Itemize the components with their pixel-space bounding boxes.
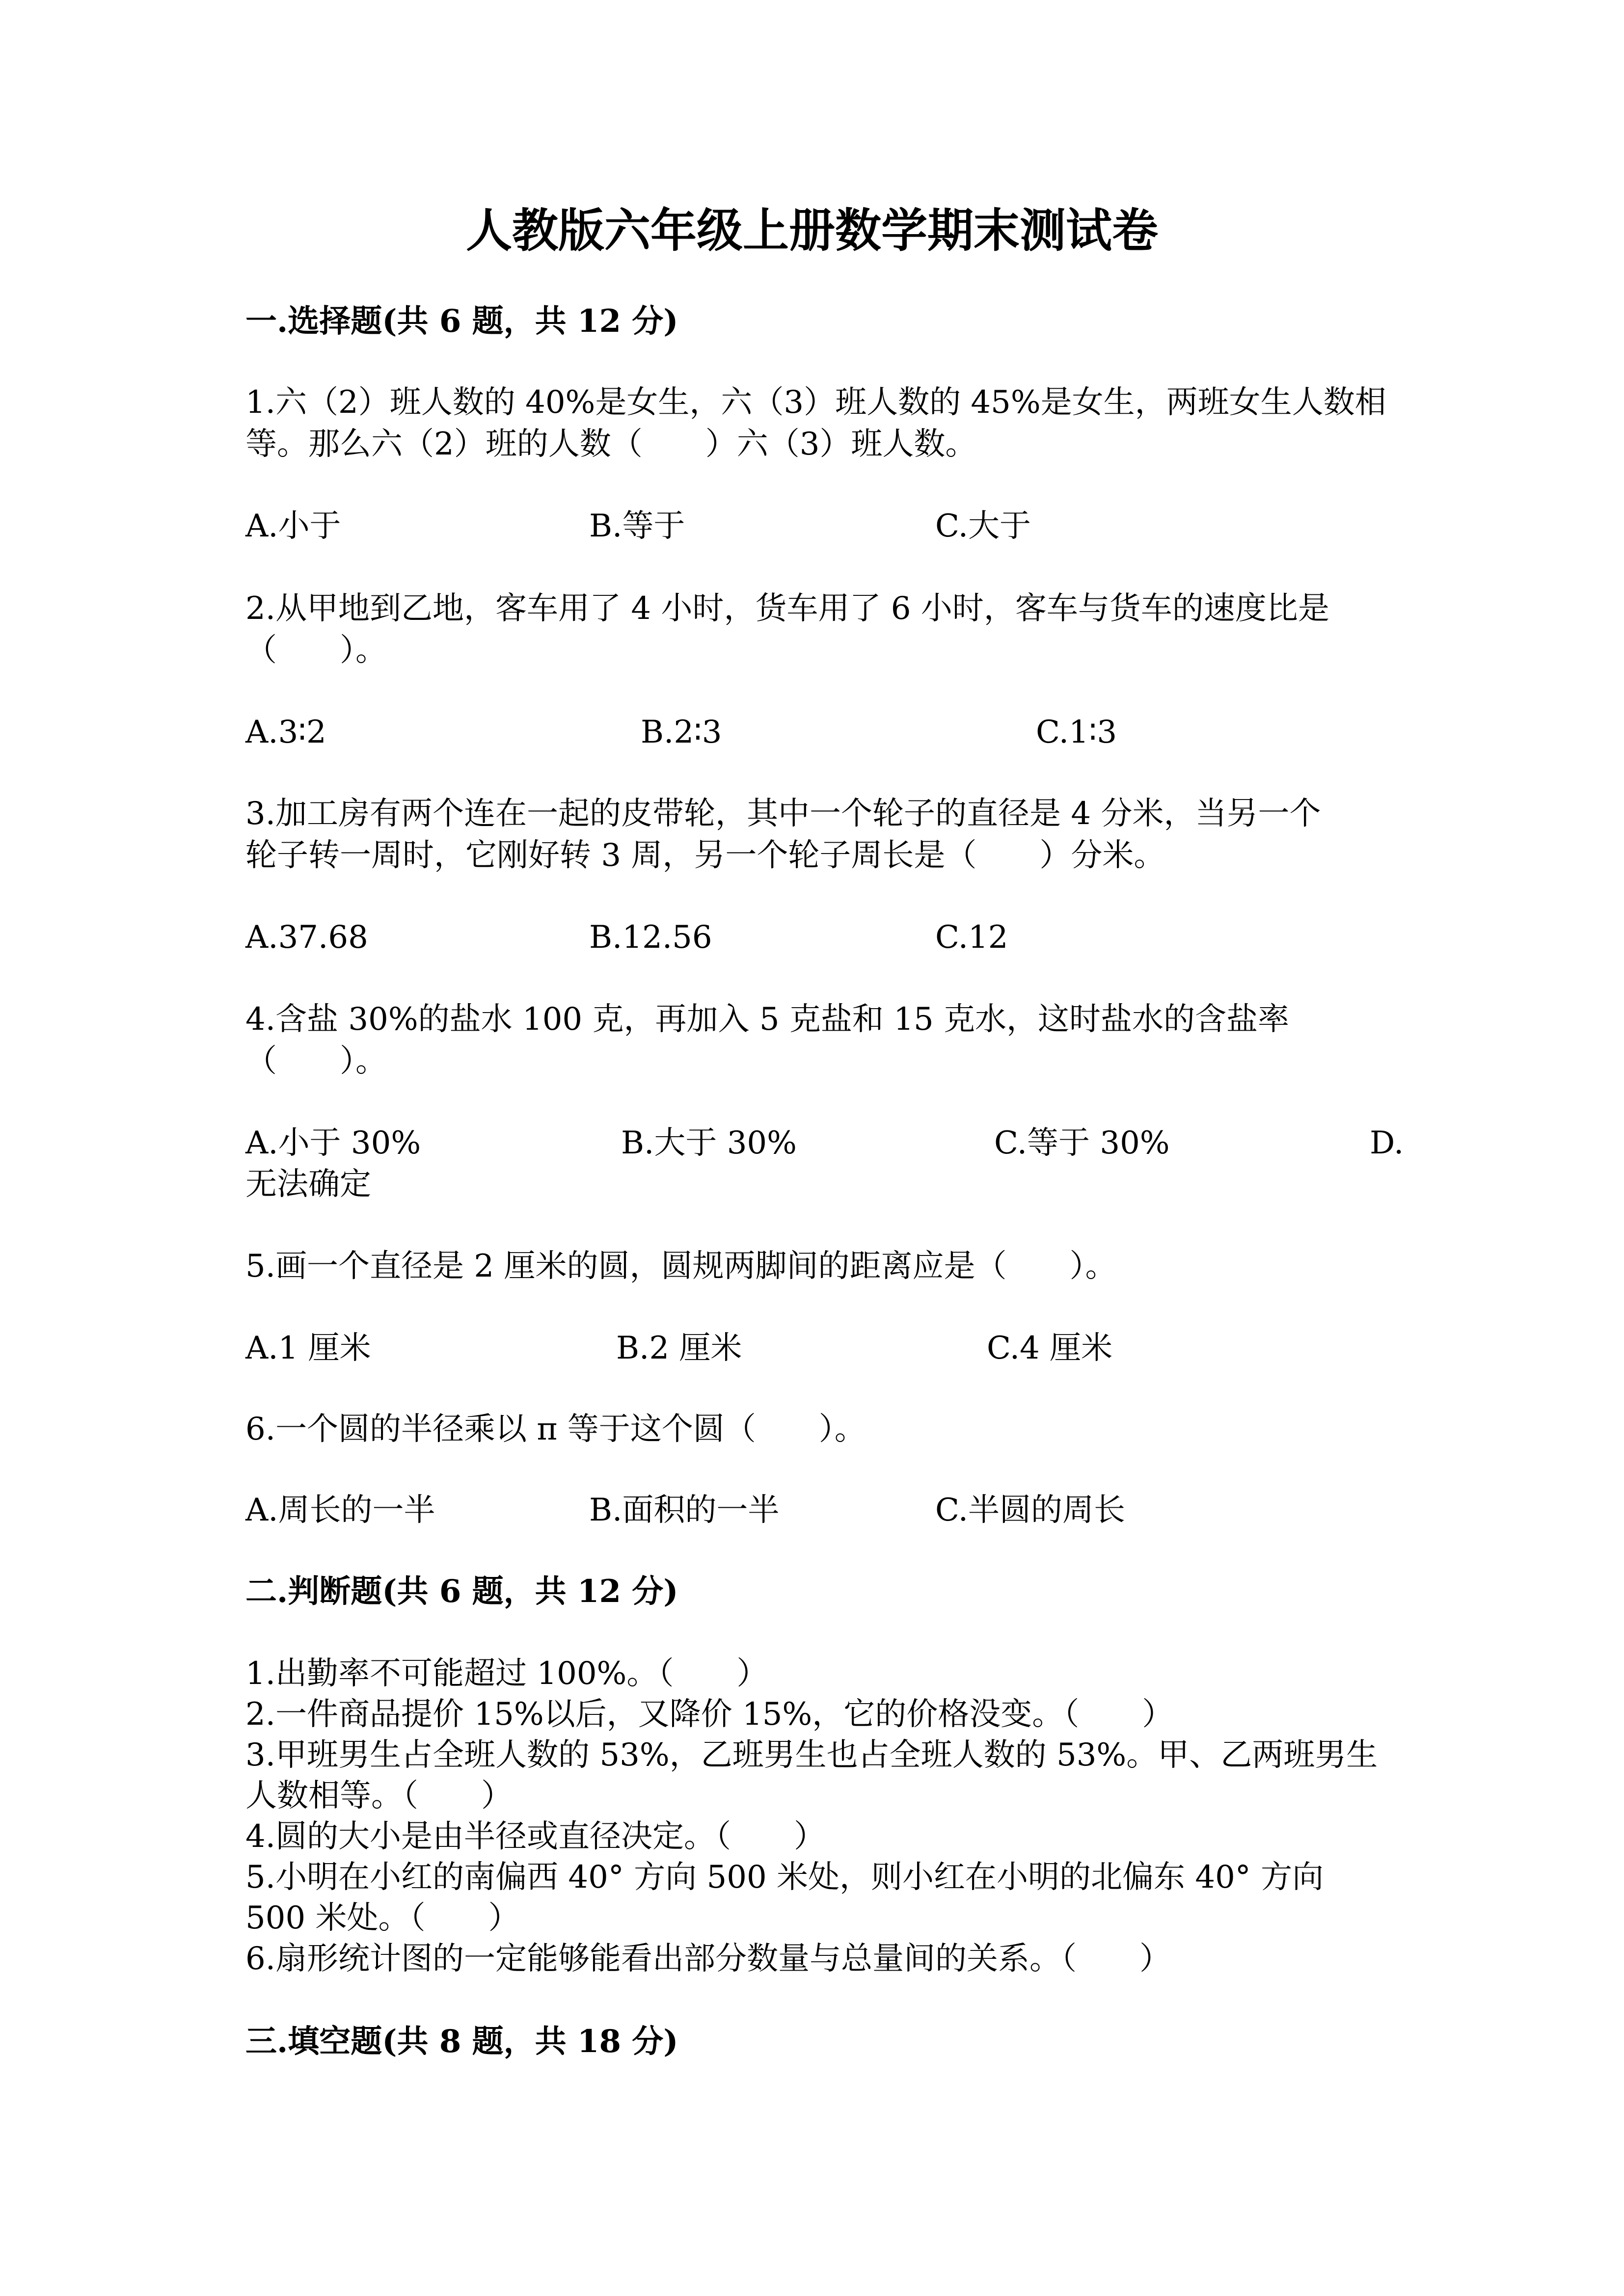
judgement-line: 1.出勤率不可能超过 100%。（ ） bbox=[245, 1655, 768, 1692]
question-line: 4.含盐 30%的盐水 100 克，再加入 5 克盐和 15 克水，这时盐水的含盐率 bbox=[245, 1001, 1290, 1038]
option-c: C.4 厘米 bbox=[987, 1330, 1113, 1366]
option-b: B.2∶3 bbox=[641, 714, 722, 750]
judgement-line: 人数相等。（ ） bbox=[245, 1778, 513, 1814]
option-a: A.小于 bbox=[245, 508, 341, 544]
question-line: 3.加工房有两个连在一起的皮带轮，其中一个轮子的直径是 4 分米，当另一个 bbox=[245, 796, 1321, 832]
question-line: 6.一个圆的半径乘以 π 等于这个圆（ ）。 bbox=[245, 1411, 866, 1447]
question-line: （ ）。 bbox=[245, 632, 387, 668]
option-a: A.小于 30% bbox=[245, 1125, 421, 1161]
question-line: 等。那么六（2）班的人数（ ）六（3）班人数。 bbox=[245, 426, 977, 462]
section-heading-fill-in: 三.填空题(共 8 题，共 18 分) bbox=[245, 2023, 678, 2060]
option-c: C.等于 30% bbox=[994, 1125, 1170, 1161]
option-b: B.大于 30% bbox=[621, 1125, 797, 1161]
option-a: A.1 厘米 bbox=[245, 1330, 371, 1366]
question-line: 轮子转一周时，它刚好转 3 周，另一个轮子周长是（ ）分米。 bbox=[245, 837, 1165, 874]
option-a: A.周长的一半 bbox=[245, 1492, 435, 1528]
option-a: A.3∶2 bbox=[245, 714, 326, 750]
question-line: 1.六（2）班人数的 40%是女生，六（3）班人数的 45%是女生，两班女生人数相 bbox=[245, 384, 1386, 421]
exam-title: 人教版六年级上册数学期末测试卷 bbox=[465, 204, 1158, 258]
judgement-line: 2.一件商品提价 15%以后，又降价 15%，它的价格没变。（ ） bbox=[245, 1696, 1174, 1733]
option-c: C.1∶3 bbox=[1036, 714, 1117, 750]
judgement-line: 6.扇形统计图的一定能够能看出部分数量与总量间的关系。（ ） bbox=[245, 1941, 1171, 1977]
option-c: C.半圆的周长 bbox=[935, 1492, 1126, 1528]
option-b: B.面积的一半 bbox=[589, 1492, 780, 1528]
option-b: B.12.56 bbox=[589, 919, 712, 956]
judgement-line: 4.圆的大小是由半径或直径决定。（ ） bbox=[245, 1818, 826, 1855]
judgement-line: 3.甲班男生占全班人数的 53%，乙班男生也占全班人数的 53%。甲、乙两班男生 bbox=[245, 1737, 1378, 1773]
judgement-line: 5.小明在小红的南偏西 40° 方向 500 米处，则小红在小明的北偏东 40° 方向 bbox=[245, 1859, 1324, 1896]
judgement-line: 500 米处。（ ） bbox=[245, 1900, 520, 1936]
option-d-text: 无法确定 bbox=[245, 1166, 371, 1202]
section-heading-judgement: 二.判断题(共 6 题，共 12 分) bbox=[245, 1573, 678, 1610]
option-d: D. bbox=[1370, 1125, 1404, 1161]
question-line: 5.画一个直径是 2 厘米的圆，圆规两脚间的距离应是（ ）。 bbox=[245, 1248, 1117, 1284]
question-line: 2.从甲地到乙地，客车用了 4 小时，货车用了 6 小时，客车与货车的速度比是 bbox=[245, 590, 1329, 627]
section-heading-choice: 一.选择题(共 6 题，共 12 分) bbox=[245, 303, 678, 340]
option-b: B.等于 bbox=[589, 508, 685, 544]
option-a: A.37.68 bbox=[245, 919, 368, 956]
option-b: B.2 厘米 bbox=[616, 1330, 742, 1366]
option-c: C.大于 bbox=[935, 508, 1031, 544]
option-c: C.12 bbox=[935, 919, 1008, 956]
question-line: （ ）。 bbox=[245, 1043, 387, 1079]
